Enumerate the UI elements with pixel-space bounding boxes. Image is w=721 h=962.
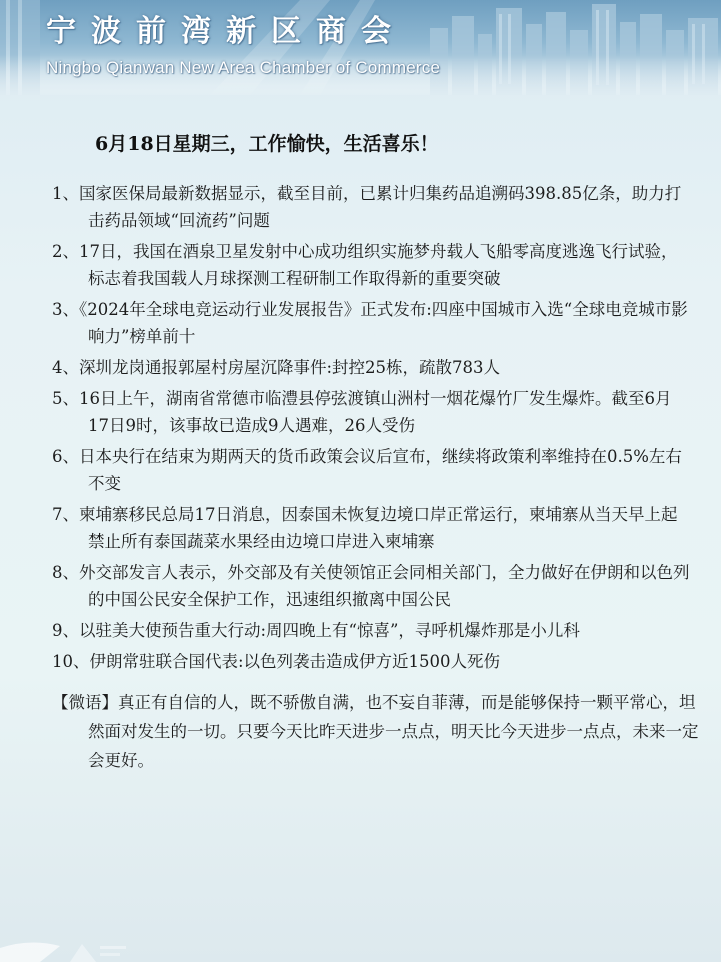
news-number: 7、 xyxy=(52,505,79,524)
news-number: 6、 xyxy=(52,447,79,466)
news-text: 外交部发言人表示，外交部及有关使领馆正会同相关部门，全力做好在伊朗和以色列的中国公民安全保护工作，迅速组织撤离中国公民 xyxy=(79,563,690,609)
news-number: 1、 xyxy=(52,184,79,203)
news-item-1 xyxy=(52,180,692,234)
news-item-4 xyxy=(52,354,692,381)
news-text: 日本央行在结束为期两天的货币政策会议后宣布，继续将政策利率维持在0.5%左右不变 xyxy=(79,447,682,493)
quote-label: 【微语】 xyxy=(52,693,118,712)
news-item-3 xyxy=(52,296,692,350)
news-text: 《2024年全球电竞运动行业发展报告》正式发布:四座中国城市入选“全球电竞城市影响力”榜单前十 xyxy=(79,300,688,346)
news-number: 4、 xyxy=(52,358,79,377)
news-text: 16日上午，湖南省常德市临澧县停弦渡镇山洲村一烟花爆竹厂发生爆炸。截至6月17日9时，该事故已造成9人遇难，26人受伤 xyxy=(79,389,672,435)
news-number: 10、 xyxy=(52,652,90,671)
footer-decoration xyxy=(0,922,721,962)
news-text: 17日，我国在酒泉卫星发射中心成功组织实施梦舟载人飞船零高度逃逸飞行试验，标志着我国载人月球探测工程研制工作取得新的重要突破 xyxy=(79,242,678,288)
header-banner xyxy=(0,0,721,95)
news-text: 深圳龙岗通报郭屋村房屋沉降事件:封控25栋，疏散783人 xyxy=(79,358,501,377)
news-number: 2、 xyxy=(52,242,79,261)
news-item-7 xyxy=(52,501,692,555)
quote-text: 真正有自信的人，既不骄傲自满，也不妄自菲薄，而是能够保持一颗平常心，坦然面对发生的一切。只要今天比昨天进步一点点，明天比今天进步一点点，未来一定会更好。 xyxy=(88,693,699,770)
news-item-6 xyxy=(52,443,692,497)
news-text: 伊朗常驻联合国代表:以色列袭击造成伊方近1500人死伤 xyxy=(89,652,501,671)
page-title: 6月18日星期三，工作愉快，生活喜乐！ xyxy=(95,133,439,155)
daily-quote xyxy=(52,688,708,775)
news-item-5 xyxy=(52,385,692,439)
news-item-9 xyxy=(52,617,692,644)
chamber-name-english: Ningbo Qianwan New Area Chamber of Commerce xyxy=(46,58,441,77)
news-item-10 xyxy=(52,648,692,675)
news-number: 5、 xyxy=(52,389,79,408)
news-item-2 xyxy=(52,238,692,292)
news-number: 8、 xyxy=(52,563,79,582)
news-text: 国家医保局最新数据显示，截至目前，已累计归集药品追溯码398.85亿条，助力打击药品领域“回流药”问题 xyxy=(79,184,682,230)
news-number: 9、 xyxy=(52,621,79,640)
news-text: 柬埔寨移民总局17日消息，因泰国未恢复边境口岸正常运行，柬埔寨从当天早上起禁止所有泰国蔬菜水果经由边境口岸进入柬埔寨 xyxy=(79,505,678,551)
news-list xyxy=(52,180,692,679)
news-number: 3、 xyxy=(52,300,79,319)
news-text: 以驻美大使预告重大行动:周四晚上有“惊喜”，寻呼机爆炸那是小儿科 xyxy=(79,621,580,640)
news-item-8 xyxy=(52,559,692,613)
chamber-name-chinese: 宁波前湾新区商会 xyxy=(46,14,406,49)
